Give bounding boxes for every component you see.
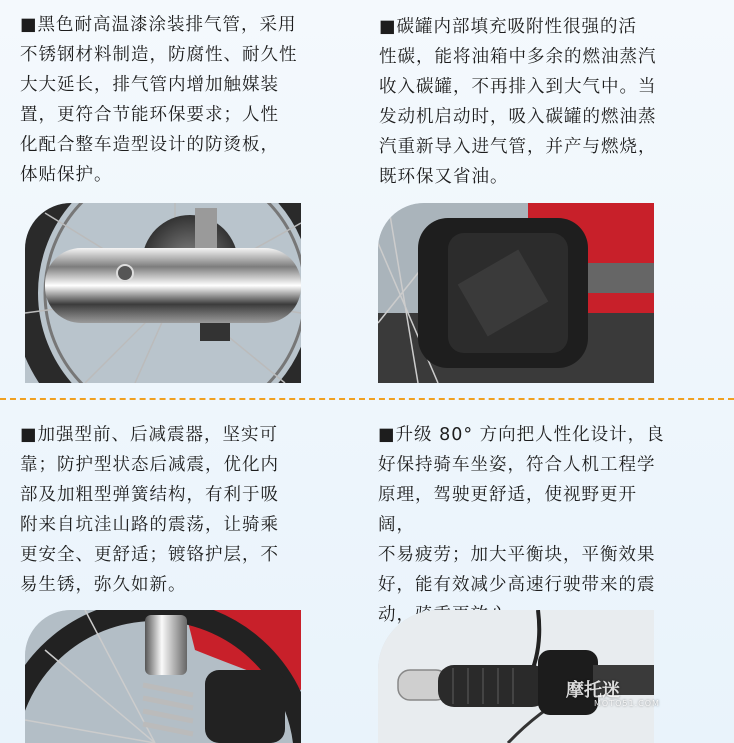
handlebar-description: ■升级 80° 方向把人性化设计，良 好保持骑车坐姿，符合人机工程学 原理，驾驶更舒适，使视野更开阔， 不易疲劳；加大平衡块，平衡效果 好，能有效减少高速行驶带来的震 bbox=[378, 425, 665, 595]
section-divider bbox=[0, 398, 734, 400]
exhaust-photo bbox=[25, 203, 301, 383]
exhaust-description: ■黑色耐高温漆涂装排气管，采用 不锈钢材料制造，防腐性、耐久性 大大延长，排气管内增加触媒装 置，更符合节能环保要求；人性 化配合整车造型设计的防烫板， 体贴保护。 bbox=[20, 15, 298, 185]
watermark-label: 摩托迷 bbox=[566, 680, 620, 701]
canister-description: ■碳罐内部填充吸附性很强的活 性碳，能将油箱中多余的燃油蒸汽 收入碳罐，不再排入到大气中。当 发动机启动时，吸入碳罐的燃油蒸 汽重新导入进气管，并产与燃烧， 既环保又省油。 bbox=[379, 17, 657, 187]
shock-photo bbox=[25, 610, 301, 743]
canister-photo bbox=[378, 203, 654, 383]
site-watermark bbox=[566, 676, 686, 708]
shock-description: ■加强型前、后减震器，坚实可 靠；防护型状态后减震，优化内 部及加粗型弹簧结构，有利于吸 附来自坑洼山路的震荡，让骑乘 更安全、更舒适；镀铬护层，不 易生锈，弥久如新。 bbox=[20, 425, 279, 595]
watermark-url: MOTO51.COM bbox=[594, 699, 660, 708]
